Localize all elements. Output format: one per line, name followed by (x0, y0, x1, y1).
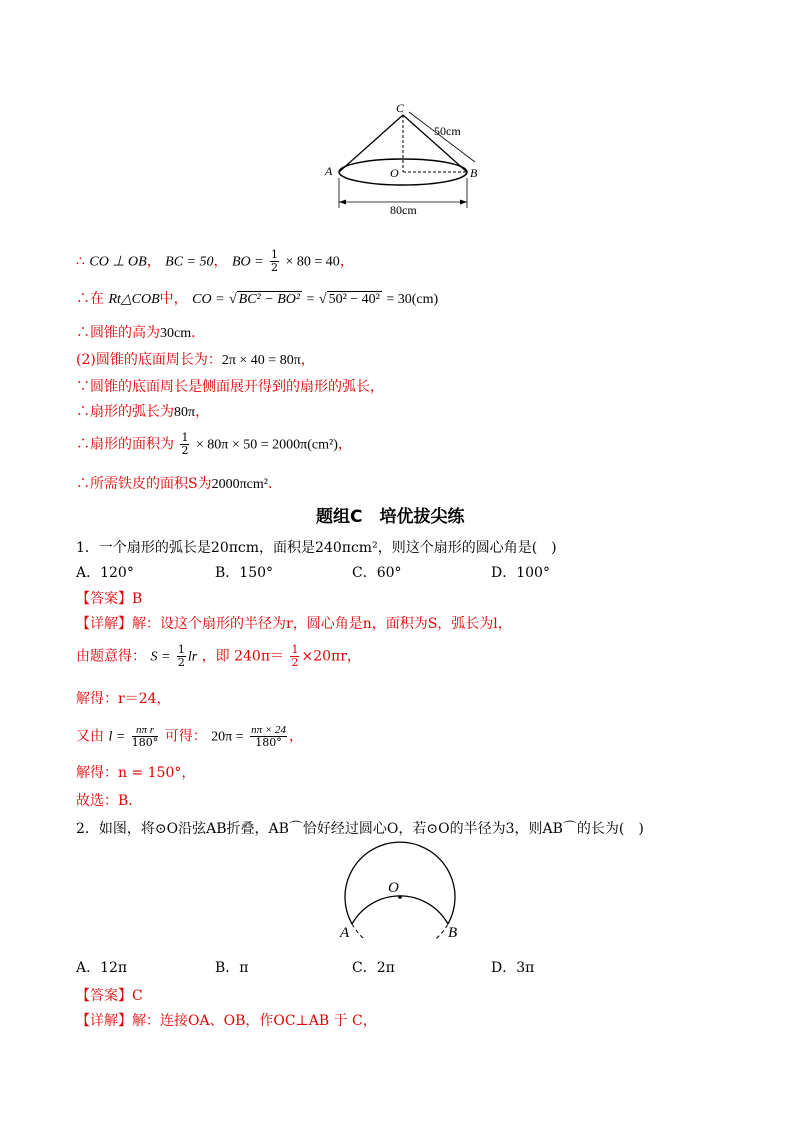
q1-line-4: 又由 l = $\frac{\text{nπ r}}{180^\circ}$ 可得： 20π = $\frac{n\pi \times 24}{180^\circ}$ ， (76, 724, 304, 749)
sol-line-2: ∴在 Rt△COB中， CO = √ BC² − BO² = √ 50² − 40² = 30(cm) (76, 291, 439, 307)
sol-line-5: ∵圆锥的底面周长是侧面展开得到的扇形的弧长， (76, 379, 384, 395)
fraction: $\frac{1}{2}$ (271, 248, 278, 274)
q1-line-3: 解得：r＝24， (76, 691, 171, 707)
section-title: 题组C 培优拔尖练 (316, 507, 465, 527)
sol-line-6: ∴扇形的弧长为80π， (76, 404, 210, 420)
sol-line-1: ∴ CO ⊥ OB， BC = 50， BO = $\frac{1}{2}$ × 80 = 40， (76, 248, 354, 274)
sol-line-8: ∴所需铁皮的面积S为2000πcm²． (76, 476, 282, 492)
label-diameter: 80cm (390, 203, 417, 215)
fraction: $\frac{1}{2}$ (291, 643, 299, 669)
circle-fold-figure (330, 840, 470, 940)
sol-line-7: ∴扇形的面积为 $\frac{1}{2}$ × 80π × 50 = 2000π(cm²)， (76, 431, 352, 457)
label-b: B (470, 166, 478, 180)
q1-option-a: A．120° (76, 565, 134, 581)
q1-detail: 【详解】解：设这个扇形的半径为r，圆心角是n，面积为S，弧长为l， (76, 616, 512, 632)
fig2-label-b: B (448, 925, 458, 940)
label-c: C (396, 101, 405, 115)
label-slant: 50cm (434, 124, 461, 138)
q1-stem: 1．一个扇形的弧长是20πcm，面积是240πcm²，则这个扇形的圆心角是( ) (76, 540, 557, 556)
q1-option-b: B．150° (215, 565, 274, 581)
fraction: $\frac{n\pi \times 24}{180^\circ}$ (251, 724, 287, 749)
sol-line-3: ∴圆锥的高为30cm． (76, 325, 206, 341)
q2-answer: 【答案】C (76, 988, 143, 1004)
fraction: $\frac{\text{nπ r}}{180^\circ}$ (131, 724, 159, 749)
fig2-label-o: O (388, 880, 399, 896)
q1-line-5: 解得：n = 150°， (76, 765, 196, 781)
q2-option-a: A．12π (76, 960, 128, 976)
q1-answer: 【答案】B (76, 591, 143, 607)
fraction: $\frac{1}{2}$ (181, 431, 189, 457)
q2-stem: 2．如图，将⊙O沿弦AB折叠，AB⌒恰好经过圆心O，若⊙O的半径为3，则AB⌒的长为( ) (76, 821, 644, 837)
label-o: O (390, 166, 399, 180)
q1-line-2: 由题意得： S = $\frac{1}{2}$ lr ，即 240π＝ $\frac{1}{2}$ ×20πr， (76, 643, 361, 669)
q2-option-b: B．π (215, 960, 249, 976)
sol-line-4: (2)圆锥的底面周长为：2π × 40 = 80π， (76, 352, 315, 368)
cone-figure (320, 100, 490, 215)
q2-detail: 【详解】解：连接OA、OB，作OC⊥AB 于 C， (76, 1013, 377, 1029)
label-a: A (325, 164, 333, 178)
q2-option-c: C．2π (352, 960, 395, 976)
q2-option-d: D．3π (491, 960, 535, 976)
q1-option-c: C．60° (352, 565, 402, 581)
q1-option-d: D．100° (491, 565, 550, 581)
fig2-label-a: A (340, 925, 350, 940)
q1-line-6: 故选：B． (76, 793, 143, 809)
fraction: $\frac{1}{2}$ (177, 643, 185, 669)
